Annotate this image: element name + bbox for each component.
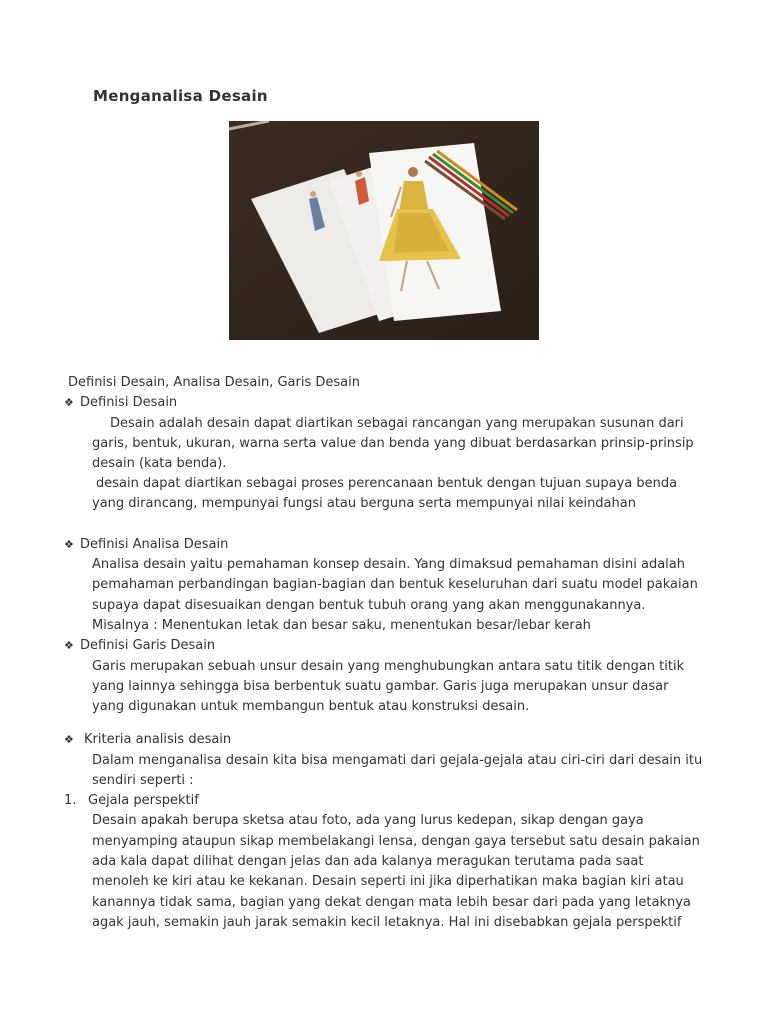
page-title: Menganalisa Desain <box>93 87 268 105</box>
paragraph-line: yang digunakan untuk membangun bentuk atau konstruksi desain. <box>92 699 530 714</box>
paragraph-line: Dalam menganalisa desain kita bisa mengamati dari gejala-gejala atau ciri-ciri dari desain itu <box>92 753 703 768</box>
section-heading: ❖ Definisi Analisa Desain <box>64 535 228 555</box>
section-heading: ❖ Definisi Desain <box>64 393 177 413</box>
paragraph-line: desain (kata benda). <box>92 456 227 471</box>
paragraph-line: kanannya tidak sama, bagian yang dekat dengan mata lebih besar dari pada yang letaknya <box>92 895 691 910</box>
paragraph-line: Analisa desain yaitu pemahaman konsep desain. Yang dimaksud pemahaman disini adalah <box>92 557 685 572</box>
paragraph-line: Desain apakah berupa sketsa atau foto, ada yang lurus kedepan, sikap dengan gaya <box>92 813 644 828</box>
paragraph-line: sendiri seperti : <box>92 773 194 788</box>
paragraph-line: Desain adalah desain dapat diartikan sebagai rancangan yang merupakan susunan dari <box>110 416 684 431</box>
paragraph-line: yang lainnya sehingga bisa berbentuk suatu gambar. Garis juga merupakan unsur dasar <box>92 679 669 694</box>
bullet-icon: ❖ <box>64 538 74 551</box>
section-heading: ❖ Kriteria analisis desain <box>64 730 231 750</box>
paragraph-line: menyamping ataupun sikap membelakangi lensa, dengan gaya tersebut satu desain pakaian <box>92 834 700 849</box>
paragraph-line: Misalnya : Menentukan letak dan besar saku, menentukan besar/lebar kerah <box>92 618 591 633</box>
section-subtitle: Definisi Desain, Analisa Desain, Garis Desain <box>68 375 360 390</box>
paragraph-line: yang dirancang, mempunyai fungsi atau berguna serta mempunyai nilai keindahan <box>92 496 636 511</box>
fashion-sketch-photo <box>229 121 539 340</box>
numbered-heading: 1. Gejala perspektif <box>64 791 199 811</box>
paragraph-line: menoleh ke kiri atau ke kekanan. Desain seperti ini jika diperhatikan maka bagian kiri atau <box>92 874 684 889</box>
bullet-icon: ❖ <box>64 396 74 409</box>
paragraph-line: pemahaman perbandingan bagian-bagian dan bentuk keseluruhan dari suatu model pakaian <box>92 577 698 592</box>
list-number: 1. <box>64 793 77 808</box>
bullet-icon: ❖ <box>64 733 74 746</box>
paragraph-line: garis, bentuk, ukuran, warna serta value dan benda yang dibuat berdasarkan prinsip-prinsip <box>92 436 694 451</box>
paragraph-line: desain dapat diartikan sebagai proses perencanaan bentuk dengan tujuan supaya benda <box>96 476 678 491</box>
paragraph-line: Garis merupakan sebuah unsur desain yang menghubungkan antara satu titik dengan titik <box>92 659 685 674</box>
bullet-icon: ❖ <box>64 639 74 652</box>
paragraph-line: agak jauh, semakin jauh jarak semakin kecil letaknya. Hal ini disebabkan gejala perspektif <box>92 915 682 930</box>
paragraph-line: ada kala dapat dilihat dengan jelas dan ada kalanya meragukan terutama pada saat <box>92 854 644 869</box>
paragraph-line: supaya dapat disesuaikan dengan bentuk tubuh orang yang akan menggunakannya. <box>92 598 646 613</box>
section-heading: ❖ Definisi Garis Desain <box>64 636 215 656</box>
